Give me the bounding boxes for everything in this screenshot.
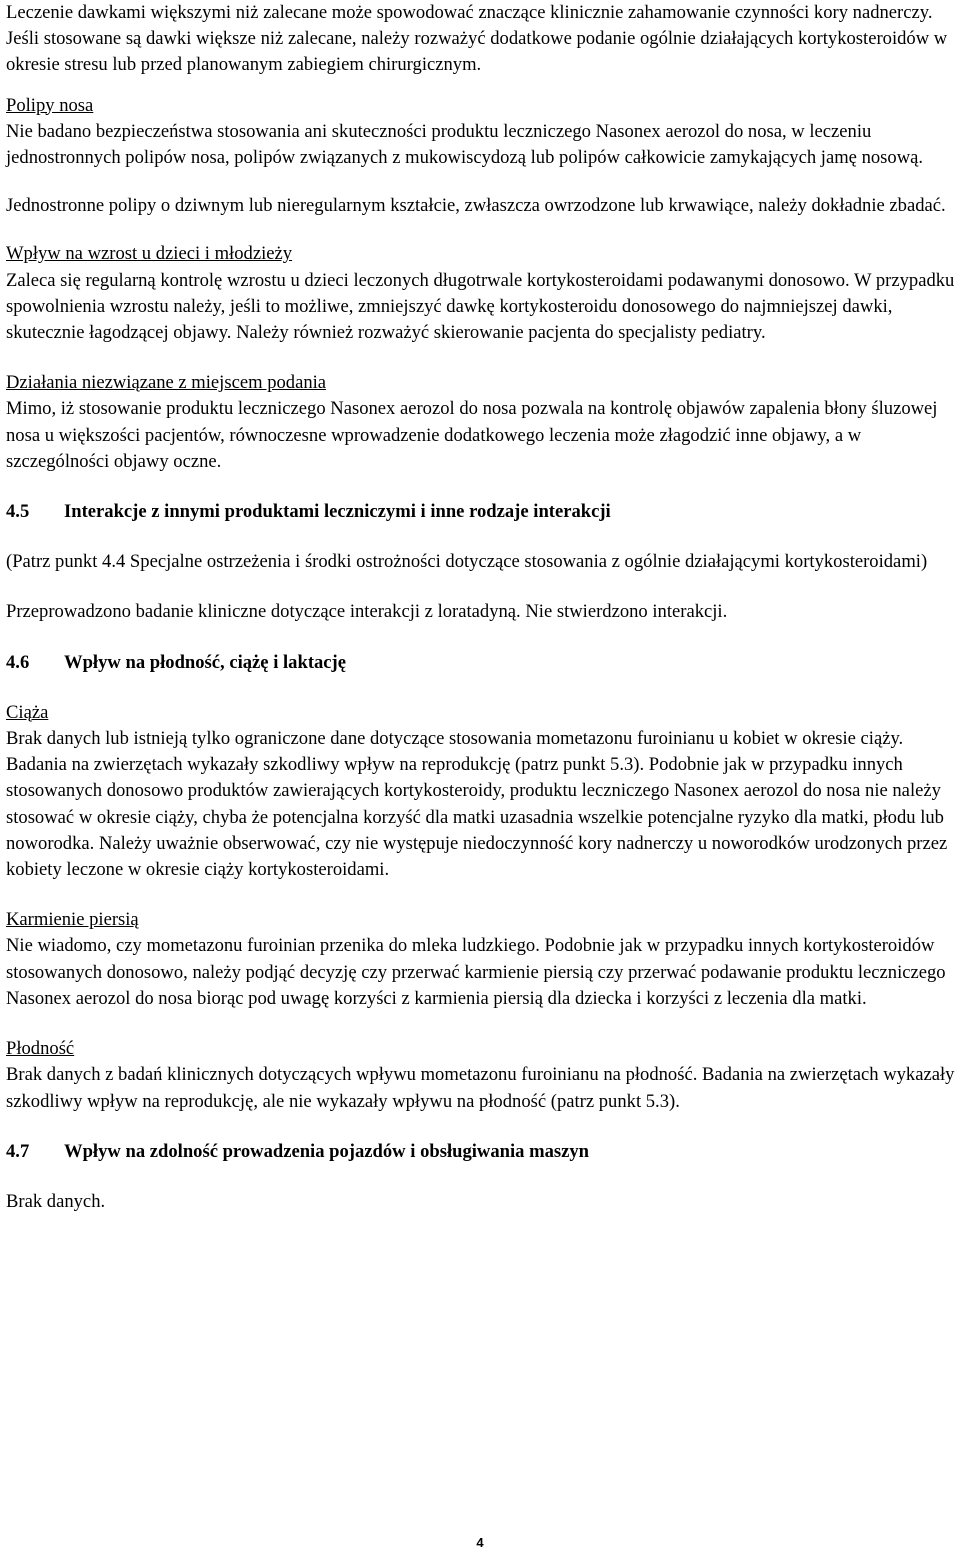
section-4-5-paragraph-1: (Patrz punkt 4.4 Specjalne ostrzeżenia i środki ostrożności dotyczące stosowania z ogólnie działającymi kortykosteroidami) bbox=[6, 551, 928, 573]
wzrost-heading: Wpływ na wzrost u dzieci i młodzieży bbox=[6, 243, 293, 265]
plodnosc-paragraph: Brak danych z badań klinicznych dotyczących wpływu mometazonu furoinianu na płodność. Badania na zwierzętach wykazały szkodliwy wpływ na reprodukcję, ale nie wykazały wpływu na płodność (patrz punkt 5.3). bbox=[6, 1064, 955, 1112]
section-4-7-paragraph: Brak danych. bbox=[6, 1190, 106, 1212]
section-4-6-title-text: Wpływ na płodność, ciążę i laktację bbox=[64, 651, 347, 673]
plodnosc-heading: Płodność bbox=[6, 1038, 75, 1060]
ciaza-paragraph: Brak danych lub istnieją tylko ograniczone dane dotyczące stosowania mometazonu furoinianu u kobiet w okresie ciąży. Badania na zwierzętach wykazały szkodliwy wpływ na reprodukcję (patrz punkt 5.3). Podobnie jak w przypadku innych stosowanych donosowo produktów zawierających kortykosteroidy, produktu leczniczego Nasonex aerozol do nosa nie należy stosować w okresie ciąży, chyba że potencjalna korzyść dla matki uzasadnia wszelkie potencjalne ryzyko dla matki, płodu lub noworodka. Należy uważnie obserwować, czy nie występuje niedoczynność kory nadnerczy u noworodków urodzonych przez kobiety leczone w okresie ciąży kortykosteroidami. bbox=[6, 728, 948, 881]
polipy-paragraph-1: Nie badano bezpieczeństwa stosowania ani skuteczności produktu leczniczego Nasonex aerozol do nosa, w leczeniu jednostronnych polipów nosa, polipów związanych z mukowiscydozą lub polipów całkowicie zamykających jamę nosową. bbox=[6, 120, 924, 169]
polipy-paragraph-2: Jednostronne polipy o dziwnym lub nieregularnym kształcie, zwłaszcza owrzodzone lub krwawiące, należy dokładnie zbadać. bbox=[6, 195, 946, 217]
section-4-7-number: 4.7 bbox=[6, 1140, 30, 1162]
document-page bbox=[6, 0, 956, 1215]
page-number: 4 bbox=[476, 1535, 484, 1550]
section-4-5-title-text: Interakcje z innymi produktami leczniczymi i inne rodzaje interakcji bbox=[64, 501, 611, 523]
dzialania-paragraph: Mimo, iż stosowanie produktu leczniczego Nasonex aerozol do nosa pozwala na kontrolę objawów zapalenia błony śluzowej nosa u większości pacjentów, równoczesne wprowadzenie dodatkowego leczenia może złagodzić inne objawy, a w szczególności objawy oczne. bbox=[6, 398, 938, 472]
section-4-5-title bbox=[6, 499, 956, 525]
ciaza-heading: Ciąża bbox=[6, 701, 49, 723]
section-4-6-number: 4.6 bbox=[6, 651, 30, 673]
karmienie-paragraph: Nie wiadomo, czy mometazonu furoinian przenika do mleka ludzkiego. Podobnie jak w przypadku innych kortykosteroidów stosowanych donosowo, należy podjąć decyzję czy przerwać karmienie piersią czy przerwać podawanie produktu leczniczego Nasonex aerozol do nosa biorąc pod uwagę korzyści z karmienia piersią dla dziecka i korzyści z leczenia dla matki. bbox=[6, 935, 946, 1009]
intro-paragraph: Leczenie dawkami większymi niż zalecane może spowodować znaczące klinicznie zahamowanie czynności kory nadnerczy. Jeśli stosowane są dawki większe niż zalecane, należy rozważyć dodatkowe podanie ogólnie działających kortykosteroidów w okresie stresu lub przed planowanym zabiegiem chirurgicznym. bbox=[6, 2, 948, 76]
karmienie-heading: Karmienie piersią bbox=[6, 909, 139, 931]
dzialania-heading: Działania niezwiązane z miejscem podania bbox=[6, 372, 327, 394]
section-4-5-paragraph-2: Przeprowadzono badanie kliniczne dotyczące interakcji z loratadyną. Nie stwierdzono interakcji. bbox=[6, 601, 728, 623]
section-4-7-title bbox=[6, 1139, 956, 1165]
section-4-7-title-text: Wpływ na zdolność prowadzenia pojazdów i obsługiwania maszyn bbox=[64, 1140, 590, 1162]
section-4-5-number: 4.5 bbox=[6, 501, 30, 523]
wzrost-paragraph: Zaleca się regularną kontrolę wzrostu u dzieci leczonych długotrwale kortykosteroidami podawanymi donosowo. W przypadku spowolnienia wzrostu należy, jeśli to możliwe, zmniejszyć dawkę kortykosteroidu donosowego do najmniejszej dawki, skutecznie łagodzącej objawy. Należy również rozważyć skierowanie pacjenta do specjalisty pediatry. bbox=[6, 269, 955, 344]
polipy-heading: Polipy nosa bbox=[6, 94, 94, 116]
section-4-6-title bbox=[6, 650, 956, 676]
